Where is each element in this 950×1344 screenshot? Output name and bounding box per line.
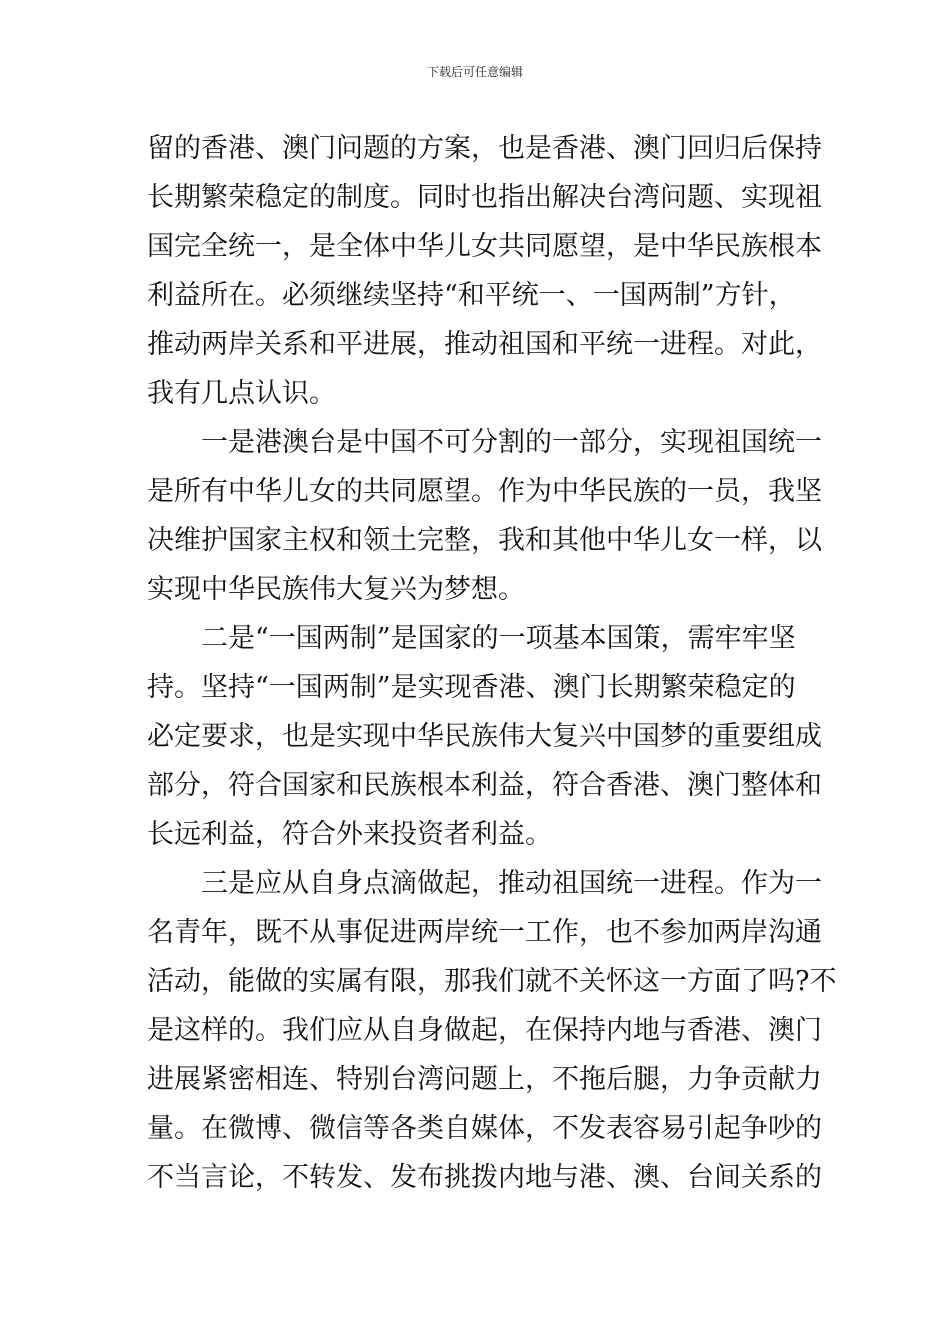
text-line: 我有几点认识。 [147, 378, 336, 409]
text-line: 利益所在。必须继续坚持“和平统一、一国两制”方针， [147, 280, 796, 311]
text-line: 二是“一国两制”是国家的一项基本国策，需牢牢坚 [147, 623, 796, 654]
text-line: 部分，符合国家和民族根本利益，符合香港、澳门整体和 [147, 770, 822, 801]
text-line: 名青年，既不从事促进两岸统一工作，也不参加两岸沟通 [147, 917, 822, 948]
text-line: 长远利益，符合外来投资者利益。 [147, 819, 552, 850]
text-line: 是所有中华儿女的共同愿望。作为中华民族的一员，我坚 [147, 476, 822, 507]
text-line: 量。在微博、微信等各类自媒体，不发表容易引起争吵的 [147, 1113, 822, 1144]
text-line: 决维护国家主权和领土完整，我和其他中华儿女一样，以 [147, 525, 822, 556]
text-line: 不当言论，不转发、发布挑拨内地与港、澳、台间关系的 [147, 1162, 822, 1193]
text-line: 活动，能做的实属有限，那我们就不关怀这一方面了吗?不 [147, 966, 837, 997]
text-line: 进展紧密相连、特别台湾问题上，不拖后腿，力争贡献力 [147, 1064, 822, 1095]
text-line: 国完全统一，是全体中华儿女共同愿望，是中华民族根本 [147, 231, 822, 262]
text-line: 是这样的。我们应从自身做起，在保持内地与香港、澳门 [147, 1015, 822, 1046]
text-line: 三是应从自身点滴做起，推动祖国统一进程。作为一 [147, 868, 822, 899]
text-line: 实现中华民族伟大复兴为梦想。 [147, 574, 525, 605]
text-line: 长期繁荣稳定的制度。同时也指出解决台湾问题、实现祖 [147, 182, 822, 213]
text-line: 留的香港、澳门问题的方案，也是香港、澳门回归后保持 [147, 133, 822, 164]
document-body [147, 124, 837, 1202]
page-header: 下载后可任意编辑 [426, 65, 523, 79]
text-line: 必定要求，也是实现中华民族伟大复兴中国梦的重要组成 [147, 721, 822, 752]
text-line: 一是港澳台是中国不可分割的一部分，实现祖国统一 [147, 427, 822, 458]
text-line: 持。坚持“一国两制”是实现香港、澳门长期繁荣稳定的 [147, 672, 796, 703]
text-line: 推动两岸关系和平进展，推动祖国和平统一进程。对此， [147, 329, 822, 360]
